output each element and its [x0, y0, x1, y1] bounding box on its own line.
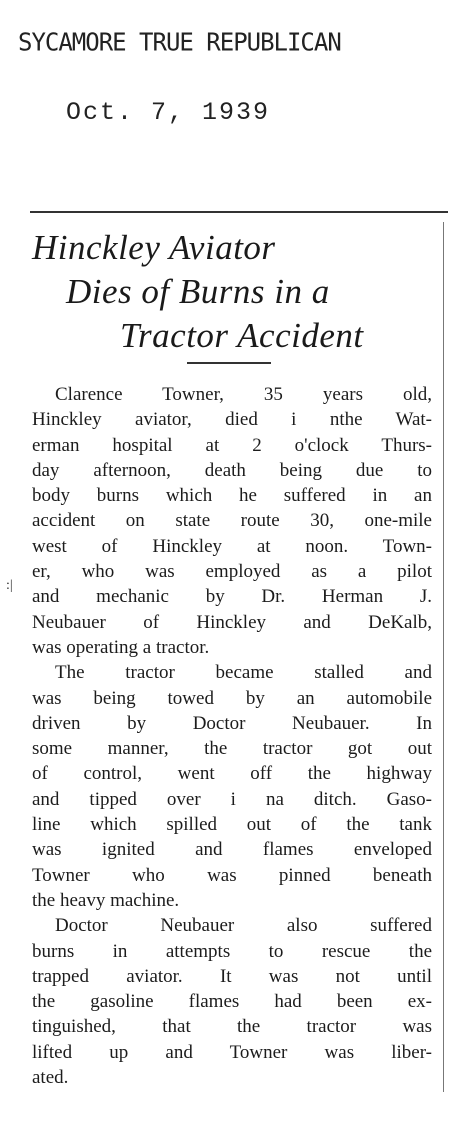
article-line: and tipped over i na ditch. Gaso- [32, 788, 432, 810]
article-line: day afternoon, death being due to [32, 459, 432, 481]
article-line: of control, went off the highway [32, 763, 432, 785]
article-line: The tractor became stalled and [55, 662, 432, 684]
article-line: Hinckley aviator, died i nthe Wat- [32, 409, 432, 431]
article-line: accident on state route 30, one-mile [32, 510, 432, 532]
article-line: ated. [32, 1067, 69, 1089]
article-line: burns in attempts to rescue the [32, 940, 432, 962]
article-line: was being towed by an automobile [32, 687, 432, 709]
article-line: Towner who was pinned beneath [32, 864, 432, 886]
headline-line-1: Hinckley Aviator [32, 228, 276, 267]
publication-date: Oct. 7, 1939 [66, 98, 271, 127]
article-line: tinguished, that the tractor was [32, 1016, 432, 1038]
article-line: the heavy machine. [32, 889, 180, 911]
article-line: er, who was employed as a pilot [32, 561, 432, 583]
article-line: was ignited and flames enveloped [32, 839, 432, 861]
article-line: trapped aviator. It was not until [32, 965, 432, 987]
article-paragraph [32, 913, 432, 1090]
article-body [32, 382, 432, 1090]
article-headline [26, 226, 446, 358]
top-rule [30, 211, 448, 213]
article-line: west of Hinckley at noon. Town- [32, 535, 432, 557]
article-line: the gasoline flames had been ex- [32, 991, 432, 1013]
article-line: Neubauer of Hinckley and DeKalb, [32, 611, 432, 633]
article-paragraph [32, 660, 432, 913]
article-line: was operating a tractor. [32, 636, 210, 658]
headline-divider [187, 362, 271, 364]
article-line: Doctor Neubauer also suffered [55, 915, 432, 937]
article-line: Clarence Towner, 35 years old, [55, 384, 432, 405]
article-line: and mechanic by Dr. Herman J. [32, 586, 432, 608]
article-paragraph [32, 382, 432, 660]
article-line: erman hospital at 2 o'clock Thurs- [32, 434, 432, 456]
newspaper-masthead: SYCAMORE TRUE REPUBLICAN [18, 27, 341, 57]
article-line: body burns which he suffered in an [32, 485, 432, 507]
article-line: driven by Doctor Neubauer. In [32, 712, 432, 734]
article-line: some manner, the tractor got out [32, 738, 432, 760]
headline-line-3: Tractor Accident [120, 316, 364, 355]
margin-mark: :| [6, 578, 13, 593]
headline-line-2: Dies of Burns in a [66, 272, 330, 311]
article-line: line which spilled out of the tank [32, 814, 432, 836]
article-line: lifted up and Towner was liber- [32, 1041, 432, 1063]
